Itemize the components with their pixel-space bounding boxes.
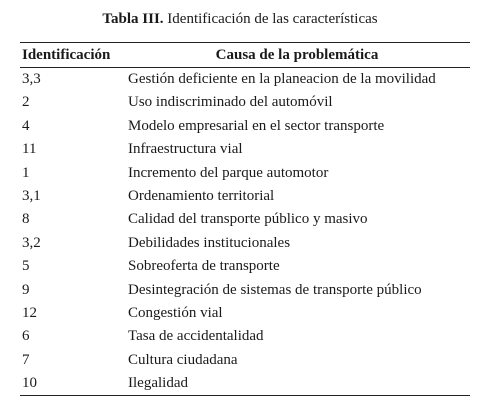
table-row (0, 279, 480, 302)
row-cause: Desintegración de sistemas de transporte público (128, 281, 422, 298)
table-row (0, 91, 480, 114)
table-header (0, 44, 480, 66)
row-cause: Ilegalidad (128, 375, 188, 392)
table-row (0, 68, 480, 91)
row-cause: Infraestructura vial (128, 141, 243, 158)
table-caption (0, 9, 480, 29)
table-row (0, 255, 480, 278)
row-id: 3,2 (22, 234, 41, 251)
table-row (0, 372, 480, 395)
bottom-rule (20, 395, 470, 396)
row-id: 3,3 (22, 71, 41, 87)
row-cause: Incremento del parque automotor (128, 164, 329, 181)
row-id: 8 (22, 211, 30, 228)
row-id: 10 (22, 375, 37, 392)
table-row (0, 349, 480, 372)
row-cause: Modelo empresarial en el sector transporte (128, 117, 385, 134)
row-id: 6 (22, 328, 30, 345)
row-cause: Ordenamiento territorial (128, 187, 275, 204)
row-id: 7 (22, 351, 30, 368)
row-id: 12 (22, 304, 37, 321)
row-cause: Tasa de accidentalidad (128, 328, 264, 345)
table-row (0, 138, 480, 161)
row-cause: Sobreoferta de transporte (128, 258, 280, 275)
row-id: 9 (22, 281, 30, 298)
table-row (0, 232, 480, 255)
caption-text: Identificación de las características (167, 11, 378, 27)
row-id: 3,1 (22, 187, 41, 204)
top-rule (20, 42, 470, 43)
caption-label: Tabla III. (102, 11, 164, 27)
table-body (0, 68, 480, 395)
table-row (0, 208, 480, 231)
table-row (0, 162, 480, 185)
row-cause: Gestión deficiente en la planeacion de la movilidad (128, 71, 436, 87)
row-cause: Congestión vial (128, 304, 223, 321)
header-id: Identificación (22, 47, 111, 63)
header-cause: Causa de la problemática (215, 47, 379, 63)
row-cause: Uso indiscriminado del automóvil (128, 94, 333, 111)
table-row (0, 302, 480, 325)
row-cause: Calidad del transporte público y masivo (128, 211, 368, 228)
row-cause: Cultura ciudadana (128, 351, 238, 368)
table-row (0, 185, 480, 208)
row-id: 5 (22, 258, 30, 275)
row-id: 2 (22, 94, 30, 111)
table-row (0, 325, 480, 348)
row-id: 11 (22, 141, 37, 158)
row-cause: Debilidades institucionales (128, 234, 291, 251)
row-id: 1 (22, 164, 30, 181)
row-id: 4 (22, 117, 30, 134)
table-row (0, 115, 480, 138)
